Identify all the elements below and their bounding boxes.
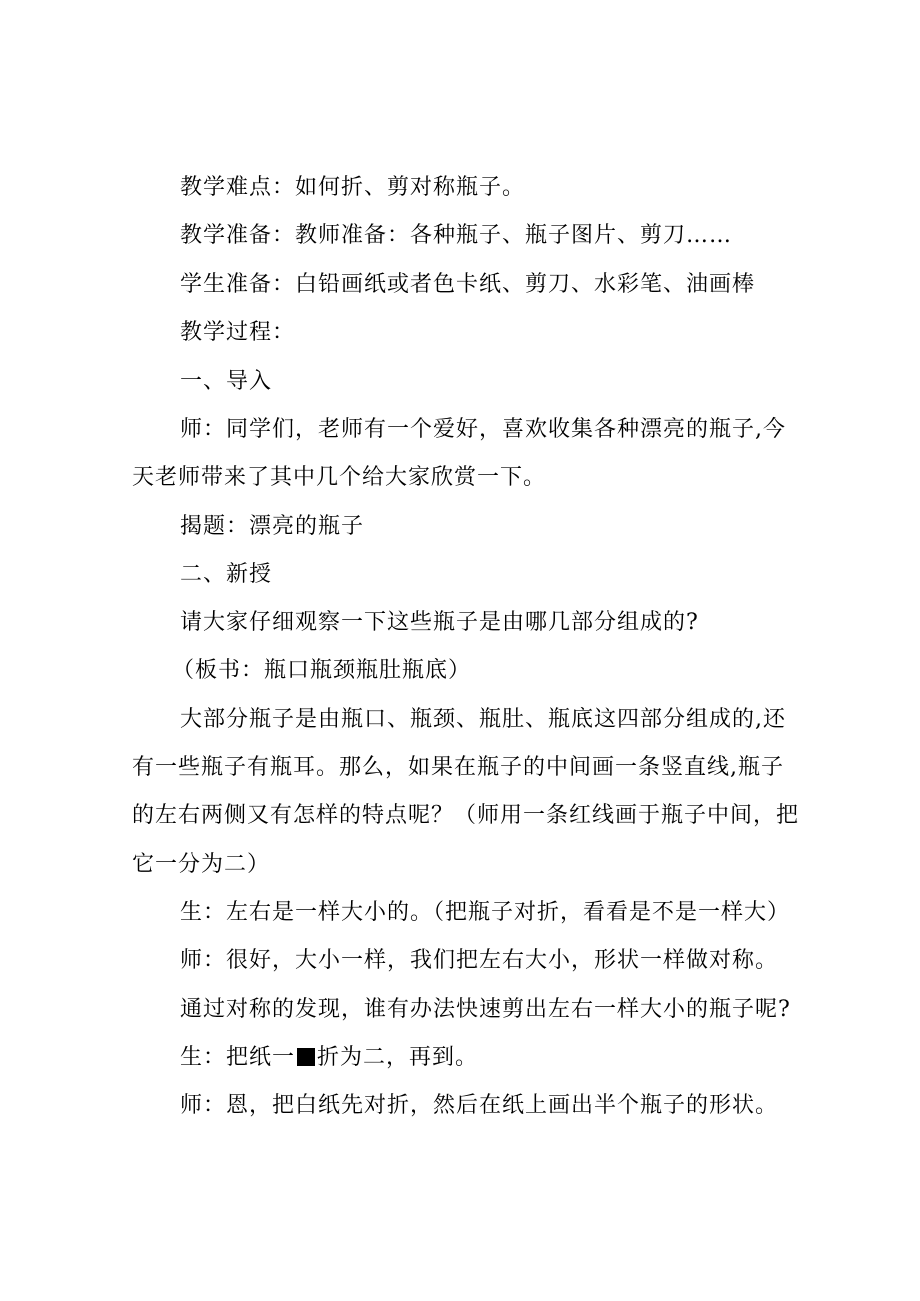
text-line: 天老师带来了其中几个给大家欣赏一下。	[132, 465, 547, 490]
text-line: 它一分为二）	[132, 852, 271, 877]
text-line: 师：恩，把白纸先对折，然后在纸上画出半个瓶子的形状。	[180, 1093, 779, 1118]
text-line: 请大家仔细观察一下这些瓶子是由哪几部分组成的?	[180, 610, 699, 635]
text-line: 有一些瓶子有瓶耳。那么，如果在瓶子的中间画一条竖直线,瓶子	[132, 755, 784, 780]
text-line: 教学过程：	[180, 320, 296, 345]
text-line: 揭题：漂亮的瓶子	[180, 514, 365, 539]
text-line: 的左右两侧又有怎样的特点呢？（师用一条红线画于瓶子中间，把	[132, 803, 800, 828]
text-line: 师：很好，大小一样，我们把左右大小，形状一样做对称。	[180, 948, 779, 973]
black-square-icon	[297, 1048, 315, 1066]
text-line: 学生准备：白铅画纸或者色卡纸、剪刀、水彩笔、油画棒	[180, 272, 756, 297]
text-line: 教学难点：如何折、剪对称瓶子。	[180, 175, 526, 200]
text-line: （板书：瓶口瓶颈瓶肚瓶底）	[172, 658, 472, 683]
text-line: 生：左右是一样大小的。（把瓶子对折，看看是不是一样大）	[180, 900, 791, 925]
section-heading: 二、新授	[180, 562, 273, 587]
text-line: 师：同学们，老师有一个爱好，喜欢收集各种漂亮的瓶子,今	[180, 417, 786, 442]
text-line: 通过对称的发现，谁有办法快速剪出左右一样大小的瓶子呢?	[180, 997, 791, 1022]
section-heading: 一、导入	[180, 369, 273, 394]
text-segment: 生：把纸一	[180, 1045, 296, 1070]
text-line: 教学准备：教师准备：各种瓶子、瓶子图片、剪刀……	[180, 223, 733, 248]
text-line	[0, 1043, 920, 1073]
text-line: 大部分瓶子是由瓶口、瓶颈、瓶肚、瓶底这四部分组成的,还	[180, 707, 786, 732]
text-segment: 折为二，再到。	[317, 1045, 479, 1070]
